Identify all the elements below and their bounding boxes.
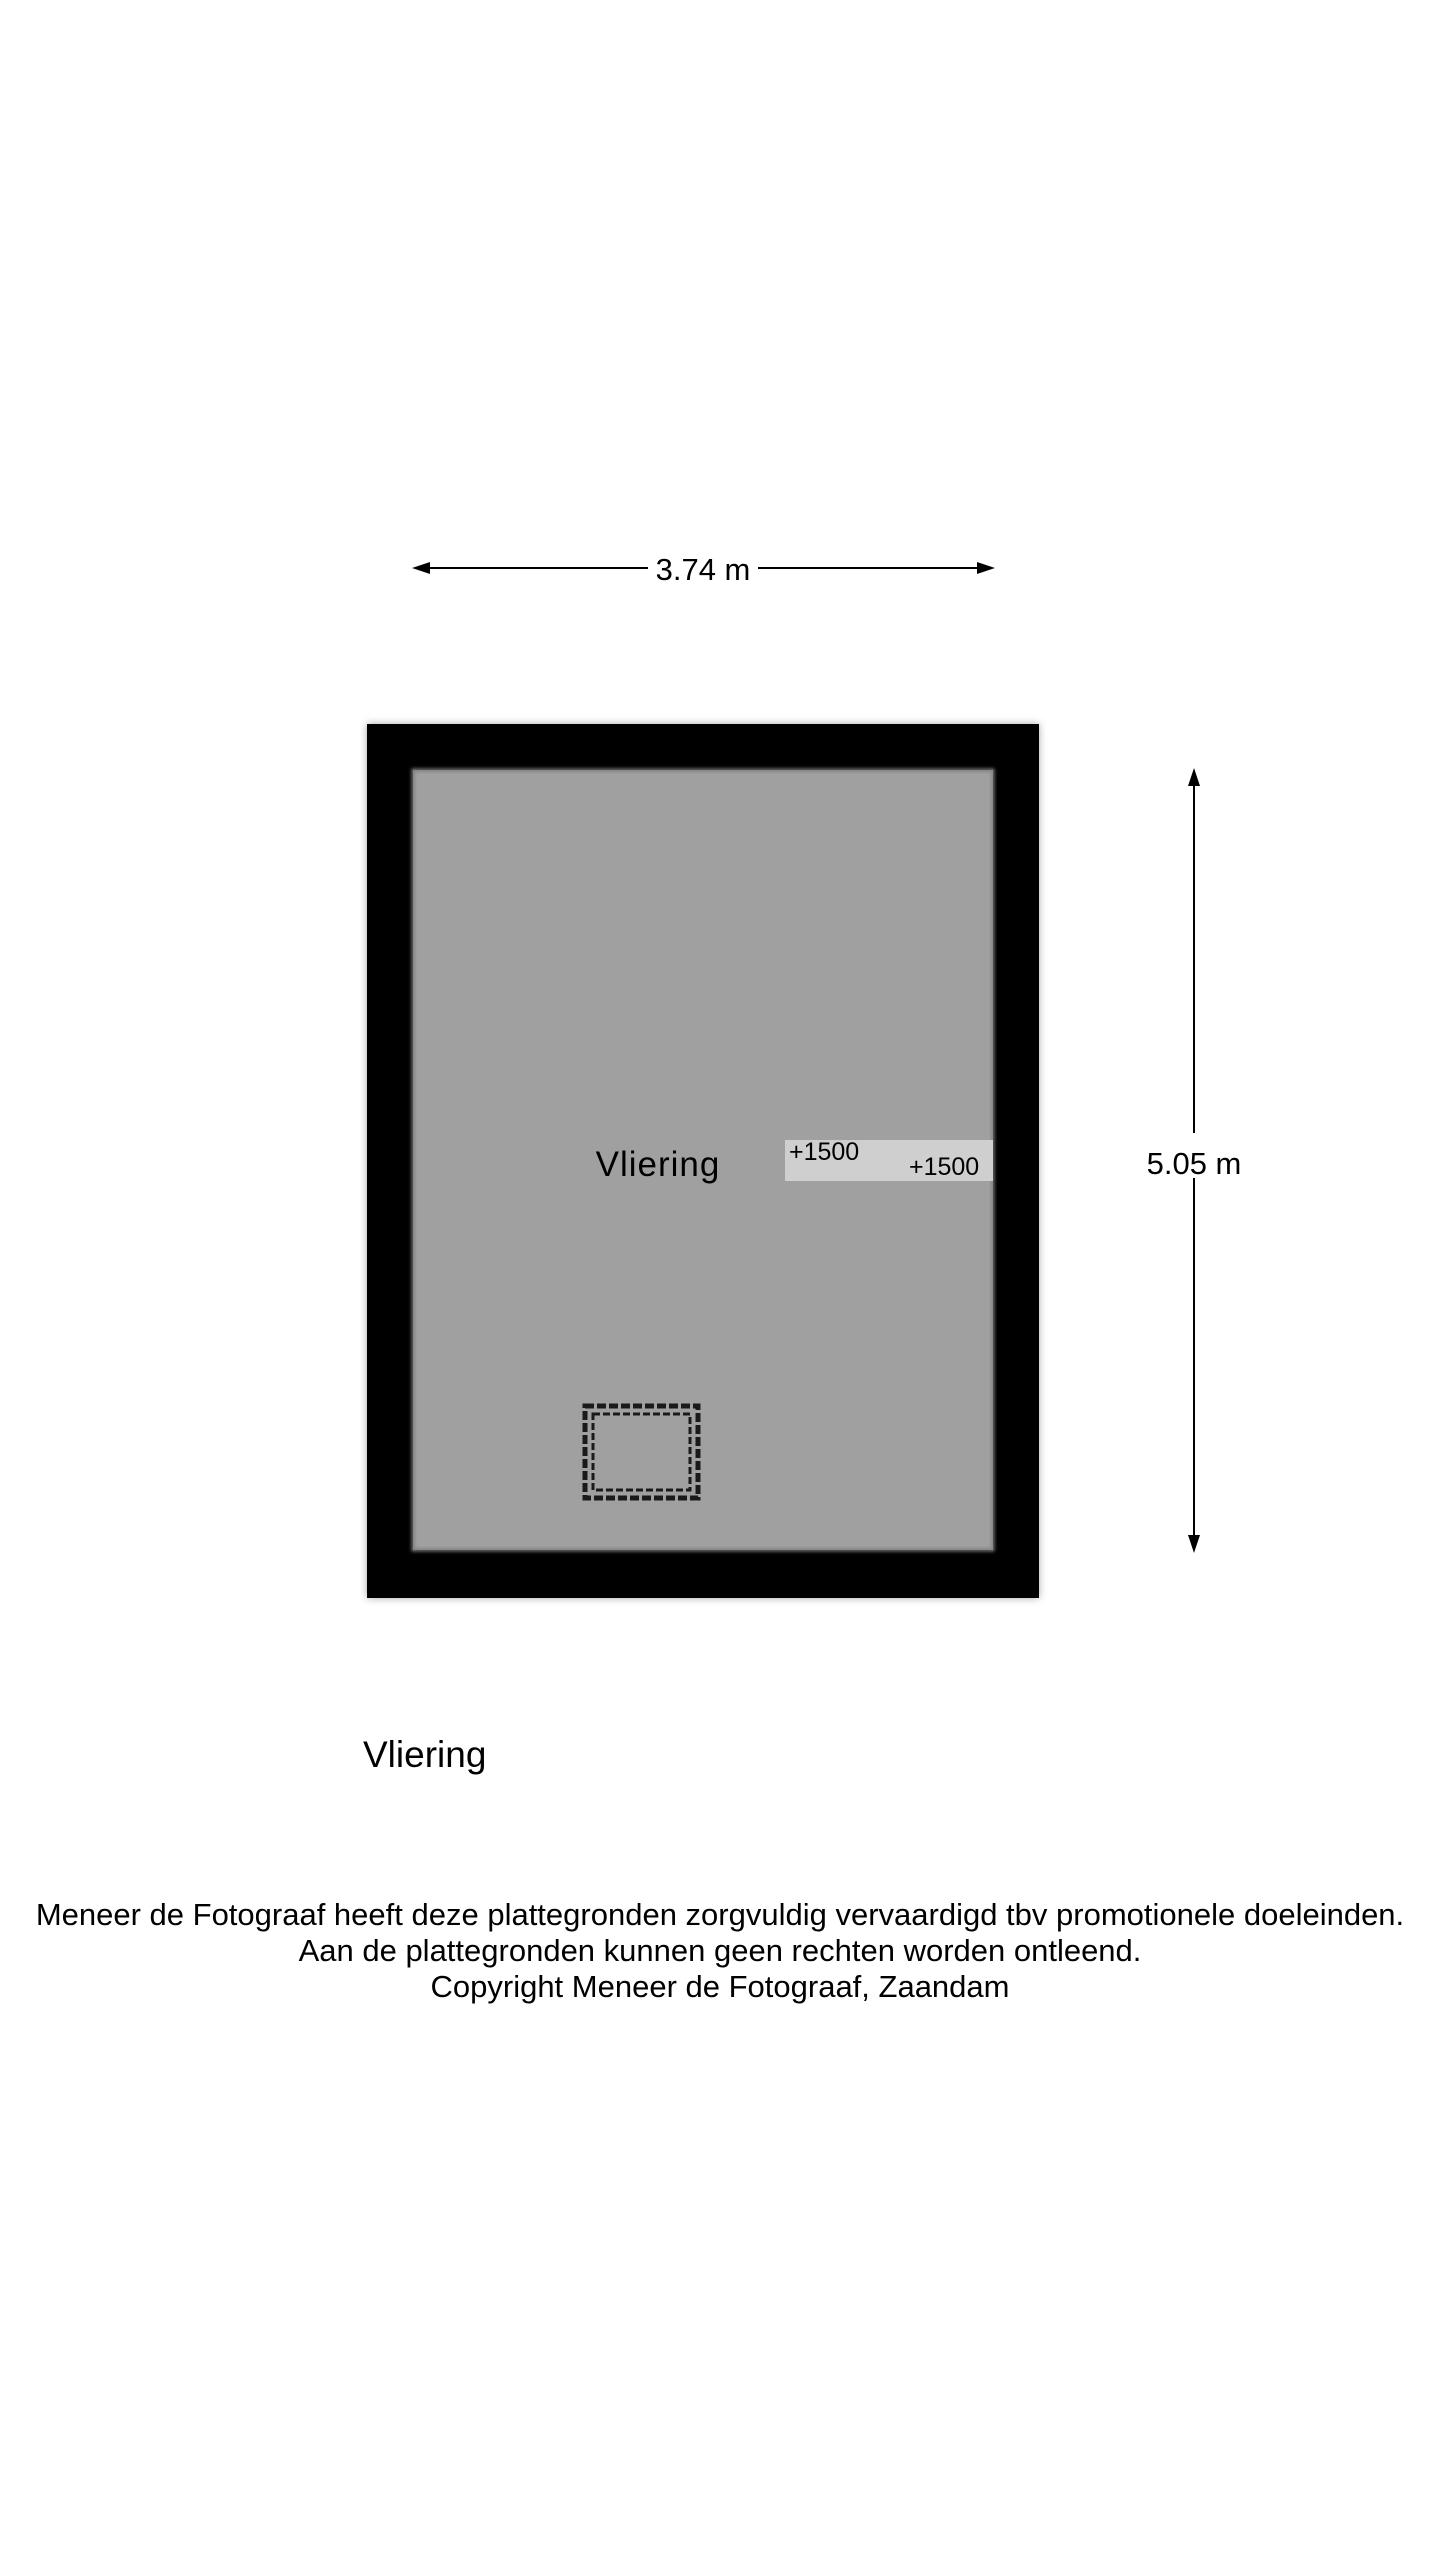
height-dimension — [1147, 768, 1242, 1553]
room-name-label: Vliering — [595, 1145, 721, 1184]
width-dimension — [412, 552, 995, 587]
floor-title: Vliering — [363, 1734, 487, 1775]
height-band — [785, 1138, 993, 1181]
arrow-up-icon — [1188, 768, 1200, 786]
height-label-1: +1500 — [789, 1138, 860, 1166]
disclaimer — [0, 1897, 1440, 2005]
disclaimer-line-3: Copyright Meneer de Fotograaf, Zaandam — [430, 1969, 1010, 2004]
width-dimension-label: 3.74 m — [655, 552, 751, 587]
height-dimension-label: 5.05 m — [1146, 1146, 1242, 1181]
disclaimer-line-2: Aan de plattegronden kunnen geen rechten worden ontleend. — [298, 1933, 1142, 1968]
disclaimer-line-1: Meneer de Fotograaf heeft deze plattegronden zorgvuldig vervaardigd tbv promotionele doeleinden. — [35, 1897, 1405, 1932]
arrow-down-icon — [1188, 1535, 1200, 1553]
height-label-2: +1500 — [909, 1153, 980, 1181]
arrow-left-icon — [412, 562, 430, 574]
arrow-right-icon — [977, 562, 995, 574]
